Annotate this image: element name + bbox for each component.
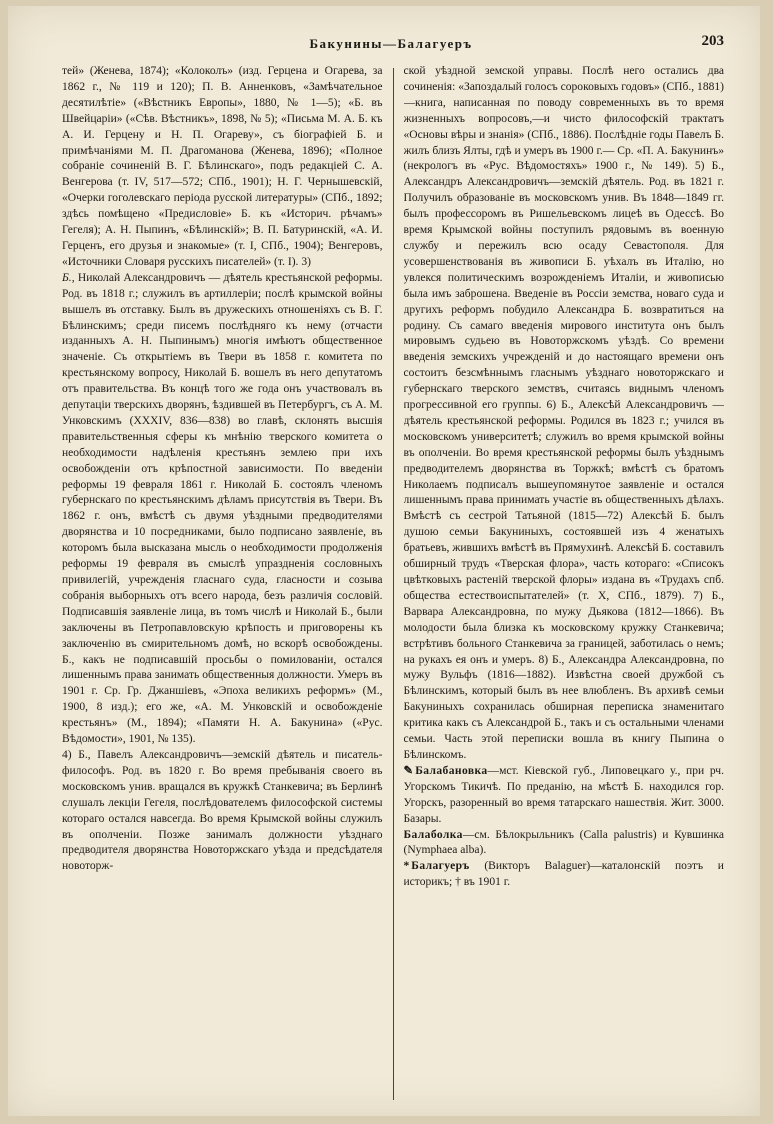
paragraph: ской уѣздной земской управы. Послѣ него остались два сочиненія: «Запоздалый голосъ сороковыхъ годовъ» (СПб., 1881)—книга, написанная по поводу современныхъ въ то время жизненныхъ вопросовъ,—и чисто философскій трактатъ «Основы вѣры и знанія» (СПб., 1886). Послѣдніе годы Павелъ Б. жилъ близъ Ялты, гдѣ и умеръ въ 1900 г.— Ср. «П. А. Бакунинъ» (некрологъ въ «Рус. Вѣдомостяхъ» 1900 г., № 149). 5) Б., Александръ Александровичъ—земскій дѣятель. Род. въ 1821 г. Получилъ образованіе въ московскомъ унив. Въ 1848—1849 гг. былъ профессоромъ въ Ришельевскомъ лицеѣ въ Одессѣ. Во время Крымской войны поступилъ рядовымъ въ военную службу и пережилъ всю осаду Севастополя. Для усовершенствованія въ живописи Б. уѣхалъ въ Италію, но увлекся политическимъ возрожденіемъ Италіи, и живописью была имъ заброшена. Введеніе въ Россіи земства, новаго суда и другихъ реформъ побудило Александра Б. возвратиться на родину. Съ самаго введенія мирового института онъ былъ мировымъ судьею въ Новоторжскомъ уѣздѣ. Со времени введенія земскихъ учрежденій и до настоящаго времени онъ состоитъ безсмѣннымъ гласнымъ уѣзднаго новоторжскаго и губернскаго тверского земствъ, считаясь виднымъ членомъ прогрессивной его группы. 6) Б., Алексѣй Александровичъ — дѣятель крестьянской реформы. Родился въ 1823 г.; учился въ московскомъ университетѣ; служилъ во время крымской войны въ ополченіи. Во время крестьянской реформы былъ уѣзднымъ предводителемъ дворянства въ Торжкѣ; вмѣстѣ съ братомъ Николаемъ подписалъ вышеупомянутое заявленіе и остался лишеннымъ права принимать участіе въ общественныхъ дѣлахъ. Вмѣстѣ съ сестрой Татьяной (1815—72) Алексѣй Б. былъ душою семьи Бакуниныхъ, состоявшей изъ 4 женатыхъ братьевъ, жившихъ вмѣстѣ въ Прямухинѣ. Алексѣй Б. составилъ обширный трудъ «Тверская флора», часть котораго: «Списокъ цвѣтковыхъ растеній тверской флоры» издана въ «Трудахъ спб. общества естествоиспытателей» (т. X, СПб., 1879). 7) Б., Варвара Александровна, по мужу Дьякова (1812—1866). Въ молодости была близка къ московскому кружку Станкевича; встрѣтивъ больного Станкевича за границей, заботилась о немъ; на рукахъ ея онъ и умеръ. 8) Б., Александра Александровна, по мужу Вульфъ (1816—1882). Извѣстна своей дружбой съ Бѣлинскимъ, который былъ въ нее влюбленъ. Въ архивѣ семьи Бакуниныхъ сохранилась обширная переписка знаменитаго критика какъ съ Александрой Б., такъ и съ остальными членами семьи. Часть этой переписки вошла въ книгу Пыпина о Бѣлинскомъ. <box>403 65 724 761</box>
entry-text: —см. Бѣлокрыльникъ (Calla palustris) и Кувшинка (Nymphaea alba). <box>403 828 724 857</box>
paragraph: 4) Б., Павелъ Александровичъ—земскій дѣятель и писатель-философъ. Род. въ 1820 г. Во время пребыванія своего въ московскомъ унив. вращался въ кружкѣ Станкевича; въ Берлинѣ слушалъ лекціи Гегеля, послѣдователемъ философской системы котораго остался навсегда. Во время Крымской войны служилъ въ ополченіи. Позже занималъ должности уѣзднаго предводителя дворянства Новоторжскаго уѣзда и предсѣдателя новоторж- <box>62 748 383 873</box>
left-column <box>62 64 383 1102</box>
page <box>8 6 760 1116</box>
text-columns <box>62 64 724 1102</box>
paragraph-text: Николай Александровичъ — дѣятель крестьянской реформы. Род. въ 1818 г.; служилъ въ артиллеріи; послѣ крымской войны вышелъ въ отставку. Былъ въ дружескихъ отношеніяхъ съ В. Г. Бѣлинскимъ; среди писемъ послѣдняго къ нему (отчасти изданныхъ А. Н. Пыпинымъ) многія имѣютъ общественное значеніе. Съ открытіемъ въ Твери въ 1858 г. комитета по крестьянскому вопросу, Николай Б. вошелъ въ него депутатомъ отъ правительства. Въ концѣ того же года онъ участвовалъ въ депутаціи тверскихъ дворянъ, ѣздившей въ Петербургъ, съ А. М. Унковскимъ (XXXIV, 836—838) во главѣ, склонять высшія правительственныя сферы къ мнѣнію тверского комитета о необходимости надѣленія крестьянъ землею при ихъ освобожденіи отъ крѣпостной зависимости. По введеніи реформы 19 февраля 1861 г. Николай Б. состоялъ членомъ губернскаго по крестьянскимъ дѣламъ присутствія въ Твери. Въ 1862 г. онъ, вмѣстѣ съ двумя уѣздными предводителями дворянства и 10 посредниками, было подписано заявленіе, въ которомъ была высказана мысль о необходимости продолженія реформы 19 февраля въ смыслѣ упраздненія сословныхъ привилегій, учрежденія гласнаго суда, гласности и созыва собранія выборныхъ отъ всего народа, безъ различія сословій. Подписавшія заявленіе лица, въ томъ числѣ и Николай Б., были заключены въ Петропавловскую крѣпость и приговорены къ заключенію въ смирительномъ домѣ, но вскорѣ освобождены. Б., какъ не подписавшій просьбы о помилованіи, остался лишеннымъ права занимать общественныя должности. Умеръ въ 1901 г. Ср. Гр. Джаншіевъ, «Эпоха великихъ реформъ» (М., 1900, 8 изд.); его же, «А. М. Унковскій и освобожденіе крестьянъ» (М., 1894); «Памяти Н. А. Бакунина» («Рус. Вѣдомости», 1901, № 135). <box>62 271 383 746</box>
page-header <box>58 33 724 60</box>
entry-headword: Балагуеръ <box>411 860 470 873</box>
column-divider <box>393 68 394 1100</box>
page-number: 203 <box>701 33 724 49</box>
paragraph <box>62 271 383 748</box>
entry-headword: Балаболка <box>403 828 463 841</box>
paragraph: тей» (Женева, 1874); «Колоколъ» (изд. Герцена и Огарева, за 1862 г., № 119 и 120); П. В. Анненковъ, «Замѣчательное десятилѣтіе» («Вѣстникъ Европы», 1880, № 1—5); «Б. въ Швейцаріи» («Сѣв. Вѣстникъ», 1898, № 5); «Письма М. А. Б. къ А. И. Герцену и Н. П. Огареву», съ біографіей Б. и примѣчаніями М. П. Драгоманова (Женева, 1896); «Полное собраніе сочиненій В. Г. Бѣлинскаго», подъ редакціей С. А. Венгерова (т. IV, 517—572; СПб., 1901); Н. Г. Чернышевскій, «Очерки гоголевскаго періода русской литературы» (СПб., 1892; здѣсь помѣщено «Предисловіе» Б. къ «Историч. рѣчамъ» Гегеля); А. Н. Пыпинъ, «Бѣлинскій»; В. П. Батуринскій, «А. И. Герценъ, его друзья и знакомые» (т. I, СПб., 1904); Венгеровъ, «Источники Словаря русскихъ писателей» (т. I). 3) <box>62 65 383 268</box>
running-head: Бакунины—Балагуеръ <box>309 36 473 51</box>
entry-headword: Балабановка <box>415 764 488 777</box>
dictionary-entry <box>404 828 725 860</box>
entry-mark-icon: ✎ <box>403 764 414 777</box>
entry-text: —мст. Кіевской губ., Липовецкаго у., при рч. Угорскомъ Тикичѣ. По преданію, на мѣстѣ Б. находился гор. Угорскъ, разоренный во время татарскаго нашествія. Жит. 3000. Базары. <box>403 764 724 825</box>
entry-mark-icon: * <box>403 860 410 873</box>
entry-text: (Викторъ Balaguer)—каталонскій поэтъ и историкъ; † въ 1901 г. <box>403 860 724 889</box>
entry-name: Б., <box>62 271 78 284</box>
dictionary-entry <box>404 764 725 828</box>
dictionary-entry <box>404 859 725 891</box>
right-column <box>404 64 725 1102</box>
